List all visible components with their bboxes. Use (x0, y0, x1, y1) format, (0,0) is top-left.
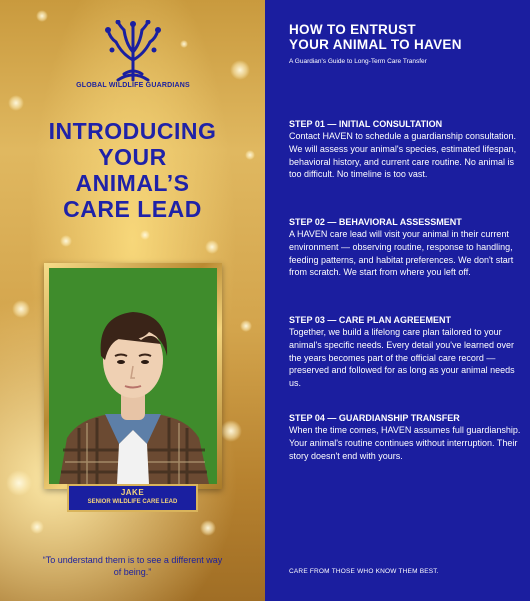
quote: “To understand them is to see a different way of being.” (42, 555, 223, 577)
headline-line: ANIMAL’S (75, 170, 190, 196)
step-body: Together, we build a lifelong care plan tailored to your animal's specific needs. Every detail you've learned over the years becomes part of the official care record — preserved and followed for as long as your animal needs us. (289, 327, 515, 389)
guide-title (289, 22, 519, 52)
step-heading: STEP 04 — GUARDIANSHIP TRANSFER (289, 413, 460, 423)
bokeh-light (200, 520, 216, 536)
step-heading: STEP 01 — INITIAL CONSULTATION (289, 119, 443, 129)
portrait-frame (44, 263, 222, 489)
guide-title-line: YOUR ANIMAL TO HAVEN (289, 37, 462, 52)
portrait-photo (49, 268, 217, 484)
nameplate (67, 484, 198, 512)
step-body: A HAVEN care lead will visit your animal in their current environment — observing routine, response to handling, feeding patterns, and habitat preferences. We don't start from scratch. We start from where you left off. (289, 229, 514, 278)
headline-line: INTRODUCING (48, 118, 217, 144)
bokeh-light (140, 230, 150, 240)
step-04 (289, 412, 524, 462)
person-title: SENIOR WILDLIFE CARE LEAD (87, 499, 178, 505)
bokeh-light (240, 320, 252, 332)
step-heading: STEP 02 — BEHAVIORAL ASSESSMENT (289, 217, 462, 227)
bokeh-light (6, 470, 32, 496)
bokeh-light (36, 10, 48, 22)
step-02 (289, 216, 524, 279)
step-body: Contact HAVEN to schedule a guardianship consultation. We will assess your animal's species, estimated lifespan, behavioral history, and current care routine. No animal is too difficult. No timeline is too vast. (289, 131, 517, 180)
portrait-illustration (49, 268, 217, 484)
footer-tagline: CARE FROM THOSE WHO KNOW THEM BEST. (289, 568, 439, 575)
bokeh-light (180, 40, 188, 48)
headline-line: CARE LEAD (63, 196, 202, 222)
step-03 (289, 314, 524, 390)
person-name: JAKE (120, 488, 145, 497)
bokeh-light (230, 60, 250, 80)
bokeh-light (12, 300, 30, 318)
step-heading: STEP 03 — CARE PLAN AGREEMENT (289, 315, 452, 325)
bokeh-light (8, 95, 24, 111)
headline-line: YOUR (98, 144, 167, 170)
step-body: When the time comes, HAVEN assumes full guardianship. Your animal's routine continues without interruption. Their story doesn't end with yours. (289, 425, 521, 461)
tree-emblem-icon (100, 20, 166, 82)
bokeh-light (60, 235, 72, 247)
guide-subtitle: A Guardian's Guide to Long-Term Care Transfer (289, 58, 427, 65)
bokeh-light (30, 520, 44, 534)
headline (10, 118, 255, 222)
org-name: GLOBAL WILDLIFE GUARDIANS (76, 82, 190, 89)
bokeh-light (205, 240, 219, 254)
right-panel (265, 0, 530, 601)
step-01 (289, 118, 524, 181)
bokeh-light (220, 420, 242, 442)
guide-title-line: HOW TO ENTRUST (289, 22, 416, 37)
